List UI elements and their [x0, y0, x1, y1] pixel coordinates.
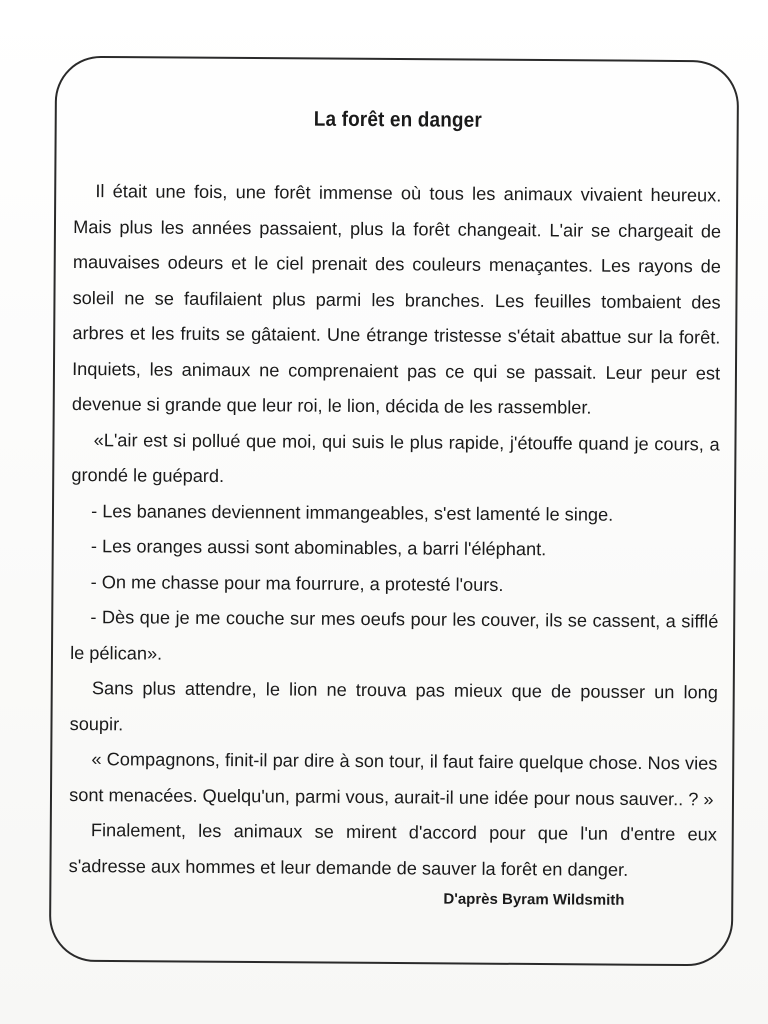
paragraph-6: - Dès que je me couche sur mes oeufs pour les couver, ils se cassent, a sifflé le pélican». [70, 607, 719, 664]
paragraph-5: - On me chasse pour ma fourrure, a protesté l'ours. [90, 571, 504, 595]
paragraph-1: Il était une fois, une forêt immense où tous les animaux vivaient heureux. Mais plus les années passaient, plus la forêt changeait. L'air se chargeait de mauvaises odeurs et le ciel prenait des couleurs menaçantes. Les rayons de soleil ne se faufilaient plus parmi les branches. Les feuilles tombaient des arbres et les fruits se gâtaient. Une étrange tristesse s'était abattue sur la forêt. Inquiets, les animaux ne comprenaient pas ce qui se passait. Leur peur est devenue si grande que leur roi, le lion, décida de les rassembler. [71, 181, 722, 418]
paragraph-8: « Compagnons, finit-il par dire à son tour, il faut faire quelque chose. Nos vies sont menacées. Quelqu'un, parmi vous, aurait-il une idée pour nous sauver.. ? » [69, 749, 718, 809]
paragraph-2: «L'air est si pollué que moi, qui suis le plus rapide, j'étouffe quand je cours, a grondé le guépard. [71, 429, 720, 487]
text-content [68, 100, 722, 910]
paragraph-7: Sans plus attendre, le lion ne trouva pas mieux que de pousser un long soupir. [69, 678, 718, 734]
attribution: D'après Byram Wildsmith [443, 890, 625, 909]
paragraph-3: - Les bananes deviennent immangeables, s'est lamenté le singe. [91, 500, 614, 525]
paragraph-9: Finalement, les animaux se mirent d'accord pour que l'un d'entre eux s'adresse aux hommes et leur demande de sauver la forêt en danger. [68, 820, 717, 880]
paragraph-4: - Les oranges aussi sont abominables, a barri l'éléphant. [90, 536, 547, 560]
document-title: La forêt en danger [313, 107, 482, 132]
story-body [69, 174, 722, 889]
